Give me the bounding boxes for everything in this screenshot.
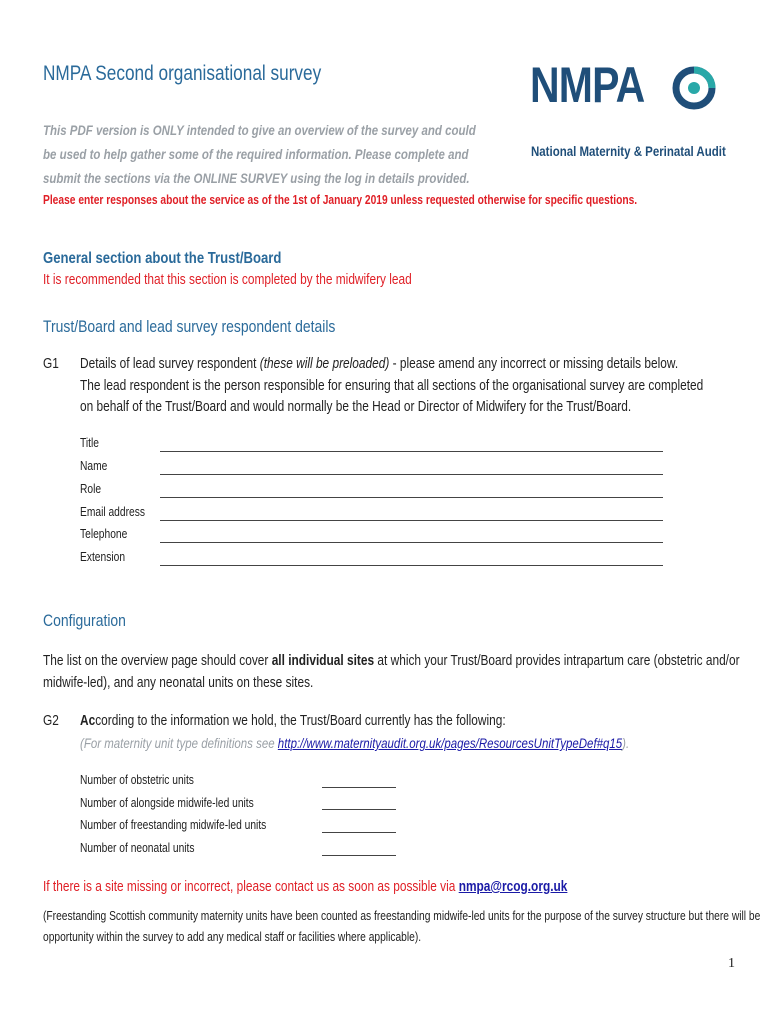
nmpa-logo-subtitle: National Maternity & Perinatal Audit (531, 143, 726, 159)
configuration-heading: Configuration (43, 611, 126, 630)
field-label-telephone: Telephone (80, 527, 128, 541)
respondent-details-heading: Trust/Board and lead survey respondent details (43, 317, 336, 336)
question-number-g1: G1 (43, 356, 59, 372)
contact-email-link[interactable]: nmpa@rcog.org.uk (458, 879, 568, 895)
obstetric-units-field[interactable] (322, 787, 396, 788)
footnote-line-2: opportunity within the survey to add any medical staff or facilities where applicable). (43, 930, 422, 944)
count-label-alongside: Number of alongside midwife-led units (80, 796, 254, 810)
role-field[interactable] (160, 497, 663, 498)
general-recommendation: It is recommended that this section is completed by the midwifery lead (43, 272, 412, 288)
g1-question-line-2: The lead respondent is the person responsible for ensuring that all sections of the organisational survey are completed (80, 378, 704, 394)
field-label-title: Title (80, 436, 99, 450)
extension-field[interactable] (160, 565, 663, 566)
page-title: NMPA Second organisational survey (43, 62, 322, 85)
field-label-extension: Extension (80, 550, 126, 564)
field-label-name: Name (80, 459, 108, 473)
email-field[interactable] (160, 520, 663, 521)
intro-line-1: This PDF version is ONLY intended to give an overview of the survey and could (43, 122, 476, 138)
response-date-notice: Please enter responses about the service as of the 1st of January 2019 unless requested otherwise for specific questions. (43, 193, 638, 207)
configuration-paragraph-line-1: The list on the overview page should cover all individual sites at which your Trust/Board provides intrapartum care (obstetric and/or (43, 653, 740, 669)
title-field[interactable] (160, 451, 663, 452)
g1-question-line-1: Details of lead survey respondent (these will be preloaded) - please amend any incorrect or missing details below. (80, 356, 679, 372)
intro-line-2: be used to help gather some of the required information. Please complete and (43, 146, 469, 162)
page-number: 1 (728, 956, 735, 971)
contact-note: If there is a site missing or incorrect, please contact us as soon as possible via nmpa@rcog.org.uk (43, 879, 568, 895)
field-label-email: Email address (80, 505, 145, 519)
question-number-g2: G2 (43, 713, 59, 729)
g1-question-line-3: on behalf of the Trust/Board and would normally be the Head or Director of Midwifery for the Trust/Board. (80, 399, 632, 415)
field-label-role: Role (80, 482, 102, 496)
telephone-field[interactable] (160, 542, 663, 543)
g2-question-text: According to the information we hold, the Trust/Board currently has the following: (80, 713, 506, 729)
nmpa-logo-ring-icon (668, 58, 720, 120)
configuration-paragraph-line-2: midwife-led), and any neonatal units on these sites. (43, 675, 314, 691)
footnote-line-1: (Freestanding Scottish community maternity units have been counted as freestanding midwife-led units for the purpose of the survey structure but there will be (43, 909, 761, 923)
g2-definitions-note: (For maternity unit type definitions see http://www.maternityaudit.org.uk/pages/ResourcesUnitTypeDef#q15). (80, 735, 630, 751)
freestanding-units-field[interactable] (322, 832, 396, 833)
unit-type-definitions-link[interactable]: http://www.maternityaudit.org.uk/pages/ResourcesUnitTypeDef#q15 (277, 735, 623, 751)
neonatal-units-field[interactable] (322, 855, 396, 856)
name-field[interactable] (160, 474, 663, 475)
alongside-units-field[interactable] (322, 809, 396, 810)
general-section-heading: General section about the Trust/Board (43, 250, 282, 267)
intro-line-3: submit the sections via the ONLINE SURVEY using the log in details provided. (43, 170, 470, 186)
count-label-freestanding: Number of freestanding midwife-led units (80, 818, 267, 832)
nmpa-logo: NMPA (530, 57, 645, 113)
count-label-neonatal: Number of neonatal units (80, 841, 195, 855)
count-label-obstetric: Number of obstetric units (80, 773, 194, 787)
